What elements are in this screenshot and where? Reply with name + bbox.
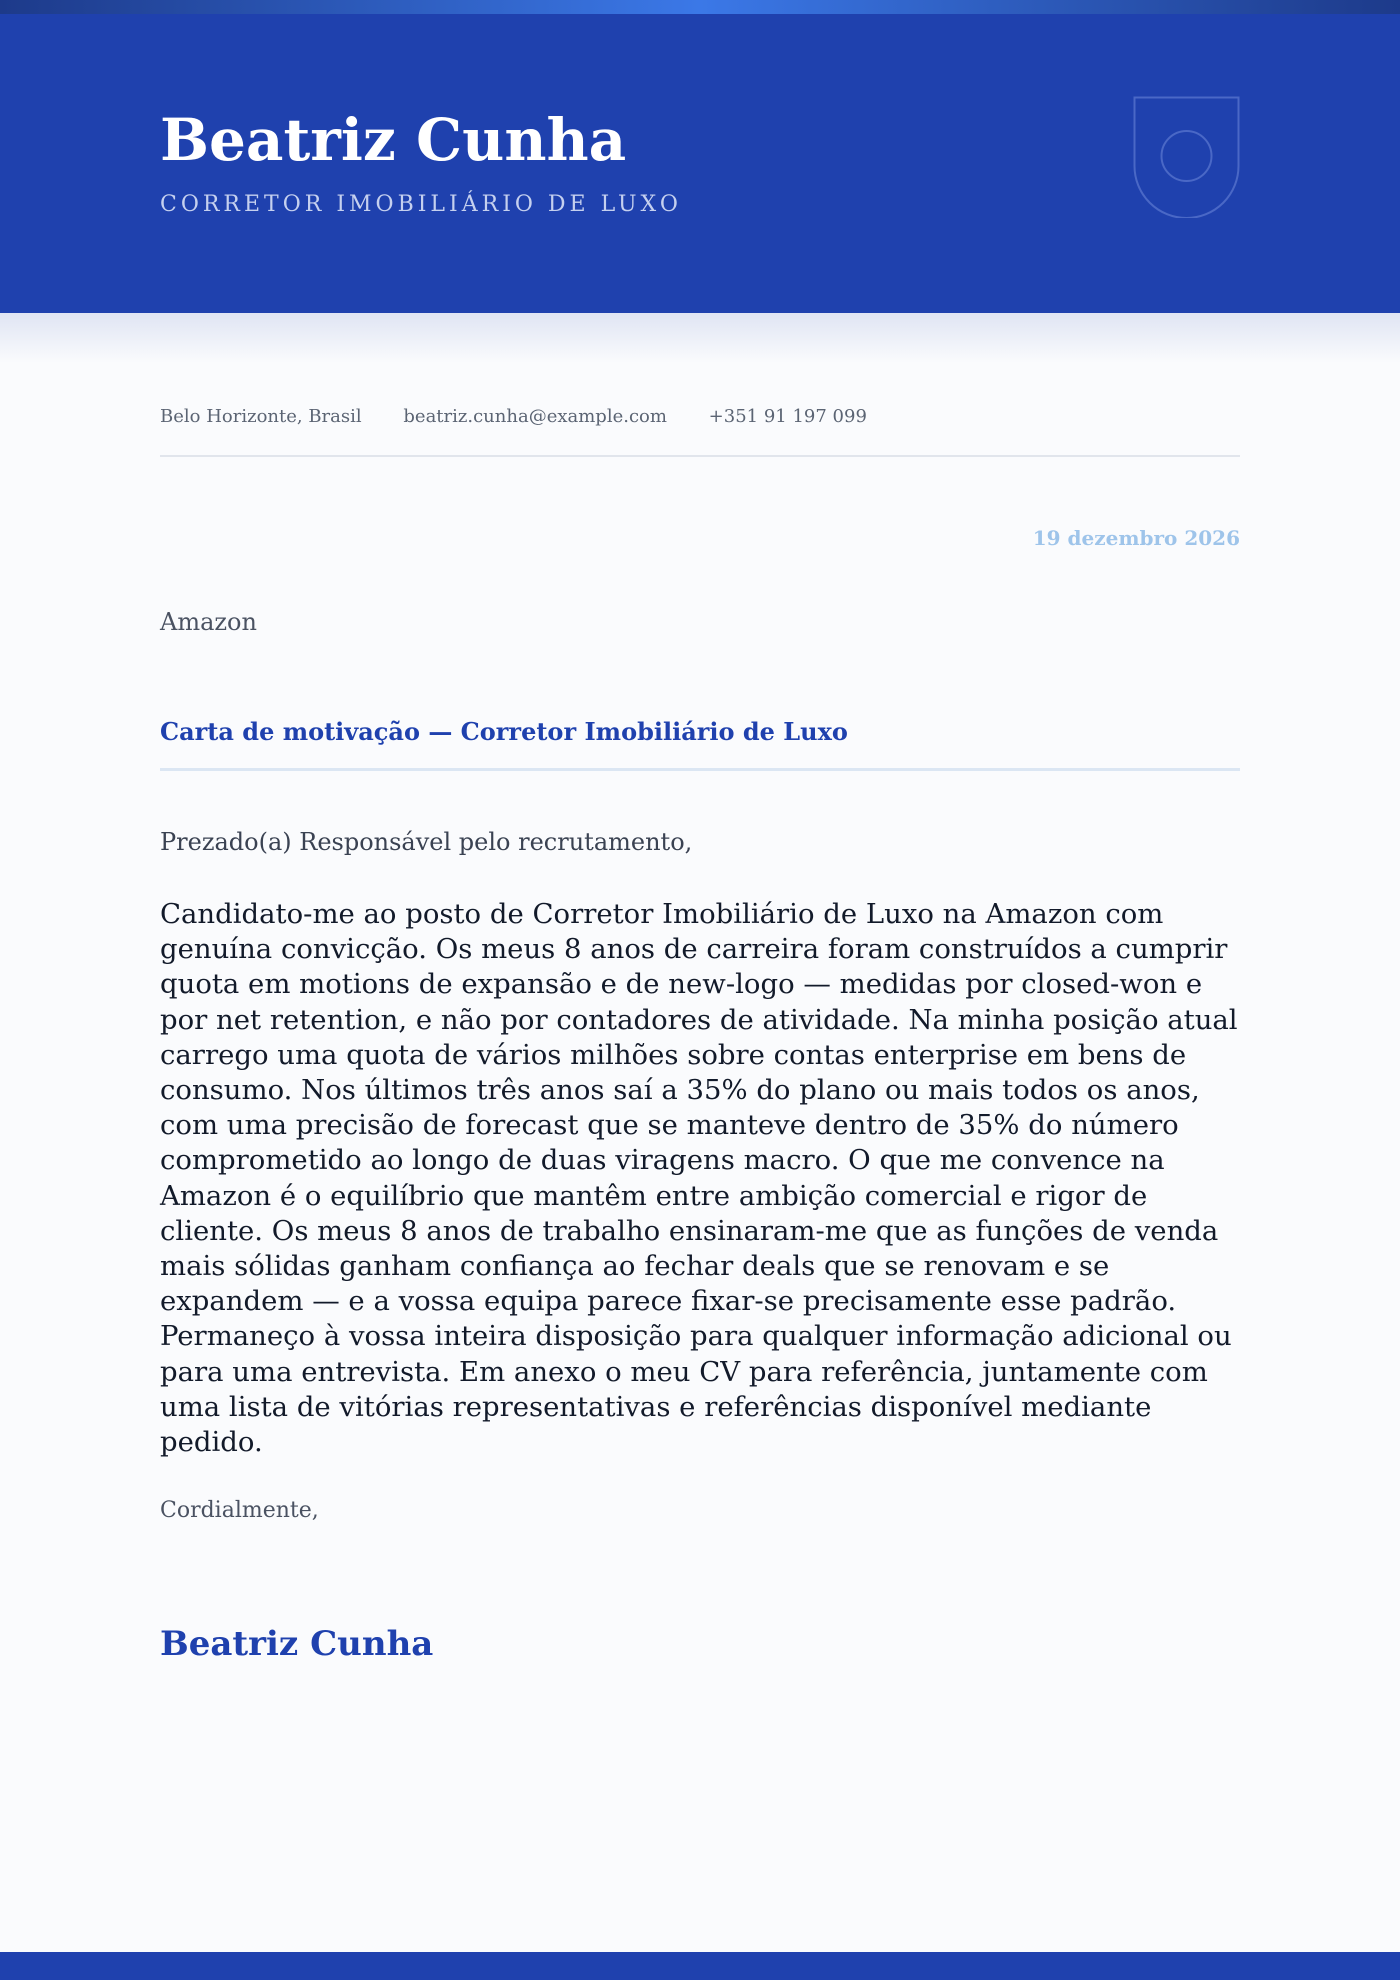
signature: Beatriz Cunha: [160, 1624, 434, 1664]
contact-email[interactable]: beatriz.cunha@example.com: [403, 406, 667, 427]
salutation: Prezado(a) Responsável pelo recrutamento,: [160, 828, 693, 856]
letterhead-shadow: [0, 313, 1400, 363]
letter-date: 19 dezembro 2026: [1032, 526, 1240, 550]
contact-line: [160, 404, 903, 430]
contact-divider: [160, 455, 1240, 457]
letter-body: Candidato-me ao posto de Corretor Imobiliário de Luxo na Amazon com genuína convicção. Os meus 8 anos de carreira foram construídos a cumprir quota em motions de expansão e de new-logo — medidas por closed-won e por net retention, e não por contadores de atividade. Na minha posição atual carrego uma quota de vários milhões sobre contas enterprise em bens de consumo. Nos últimos três anos saí a 35% do plano ou mais todos os anos, com uma precisão de forecast que se manteve dentro de 35% do número comprometido ao longo de duas viragens macro. O que me convence na Amazon é o equilíbrio que mantêm entre ambição comercial e rigor de cliente. Os meus 8 anos de trabalho ensinaram-me que as funções de venda mais sólidas ganham confiança ao fechar deals que se renovam e se expandem — e a vossa equipa parece fixar-se precisamente esse padrão. Permaneço à vossa inteira disposição para qualquer informação adicional ou para uma entrevista. Em anexo o meu CV para referência, juntamente com uma lista de vitórias representativas e referências disponível mediante pedido.: [160, 898, 1238, 1459]
sender-role: CORRETOR IMOBILIÁRIO DE LUXO: [160, 192, 682, 217]
closing: Cordialmente,: [160, 1498, 319, 1523]
top-accent-bar: [0, 0, 1400, 14]
sender-name: Beatriz Cunha: [160, 106, 627, 174]
footer-bar: [0, 1952, 1400, 1980]
recipient-company: Amazon: [160, 608, 257, 636]
shield-crest-icon: [1133, 96, 1240, 218]
subject-divider: [160, 768, 1240, 771]
letter-subject: Carta de motivação — Corretor Imobiliário de Luxo: [160, 717, 848, 746]
contact-location: Belo Horizonte, Brasil: [160, 406, 362, 427]
contact-phone[interactable]: +351 91 197 099: [708, 406, 867, 427]
